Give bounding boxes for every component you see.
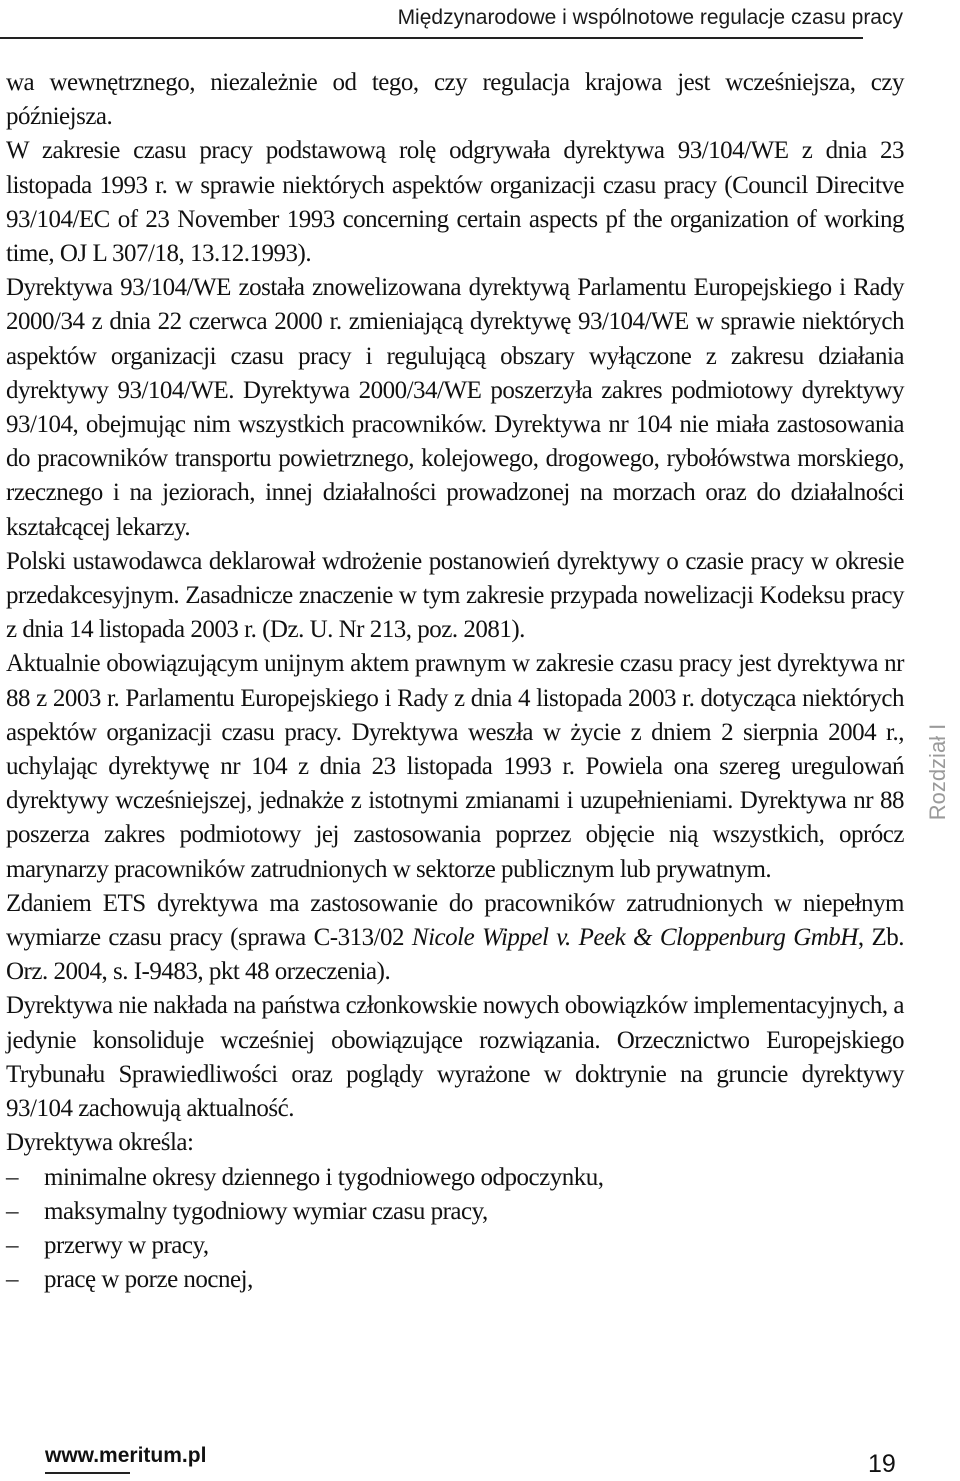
chapter-side-label: Rozdział I xyxy=(925,723,950,821)
list-item xyxy=(6,1229,904,1263)
paragraph-4: Polski ustawodawca deklarował wdrożenie postanowień dyrektywy o czasie pracy w okresie przedakcesyjnym. Zasadnicze znaczenie w tym zakresie przypada nowelizacji Kodeksu pracy z dnia 14 listopada 2003 r. (Dz. U. Nr 213, poz. 2081). xyxy=(6,547,904,644)
header-rule xyxy=(0,37,863,39)
paragraph-5: Aktualnie obowiązującym unijnym aktem prawnym w zakresie czasu pracy jest dyrektywa nr 88 z 2003 r. Parlamentu Europejskiego i Rady z dnia 4 listopada 2003 r. dotycząca niektórych aspektów organizacji czasu pracy. Dyrektywa weszła w życie z dniem 2 sierpnia 2004 r., uchylając dyrektywę nr 104 z dnia 23 listopada 1993 r. Powiela ona szereg uregulowań dyrektywy wcześniejszej, jednakże z istotnymi zmianami i uzupełnieniami. Dyrektywa nr 88 poszerza zakres podmiotowy jej zastosowania poprzez objęcie nią wszystkich, oprócz marynarzy pracowników zatrudnionych w sektorze publicznym lub prywatnym. xyxy=(6,650,904,883)
paragraph-2: W zakresie czasu pracy podstawową rolę odgrywała dyrektywa 93/104/WE z dnia 23 listopada 1993 r. w sprawie niektórych aspektów organizacji czasu pracy (Council Direcitve 93/104/EC of 23 November 1993 concerning certain aspects pf the organization of working time, OJ L 307/18, 13.12.1993). xyxy=(6,137,904,268)
footer-url: www.meritum.pl xyxy=(45,1444,207,1467)
running-header: Międzynarodowe i wspólnotowe regulacje czasu pracy xyxy=(397,6,903,29)
paragraph-6-text-before: Zdaniem ETS dyrektywa ma zastosowanie do pracowników zatrudnionych w niepełnym wymiarze czasu pracy (sprawa C-313/02 xyxy=(6,889,904,952)
case-name: Nicole Wippel v. Peek & Cloppenburg GmbH xyxy=(411,924,858,952)
paragraph-6-text-after: , Zb. Orz. 2004, s. I-9483, pkt 48 orzeczenia). xyxy=(6,924,904,986)
list-item-text: maksymalny tygodniowy wymiar czasu pracy, xyxy=(44,1197,488,1225)
paragraph-1: wa wewnętrznego, niezależnie od tego, czy regulacja krajowa jest wcześniejsza, czy późniejsza. xyxy=(6,69,904,131)
paragraph-6 xyxy=(6,887,904,990)
list-item-text: przerwy w pracy, xyxy=(44,1231,209,1259)
list-intro: Dyrektywa określa: xyxy=(6,1129,194,1157)
list-item xyxy=(6,1161,904,1195)
page-number: 19 xyxy=(868,1450,896,1478)
footer-rule xyxy=(45,1472,130,1474)
dash-bullet: – xyxy=(6,1266,18,1294)
page-body xyxy=(6,66,904,1297)
paragraph-7: Dyrektywa nie nakłada na państwa członkowskie nowych obowiązków implementacyjnych, a jedynie konsoliduje wcześniej obowiązujące rozwiązania. Orzecznictwo Europejskiego Trybunału Sprawiedliwości oraz poglądy wyrażone w doktrynie na gruncie dyrektywy 93/104 zachowują aktualność. xyxy=(6,992,904,1123)
dash-bullet: – xyxy=(6,1231,18,1259)
list-item-text: pracę w porze nocnej, xyxy=(44,1266,253,1294)
paragraph-3: Dyrektywa 93/104/WE została znowelizowana dyrektywą Parlamentu Europejskiego i Rady 2000/34 z dnia 22 czerwca 2000 r. zmieniającą dyrektywę 93/104/WE w sprawie niektórych aspektów organizacji czasu pracy i regulującą obszary wyłączone z zakresu działania dyrektywy 93/104/WE. Dyrektywa 2000/34/WE poszerzyła zakres podmiotowy dyrektywy 93/104, obejmując nim wszystkich pracowników. Dyrektywa nr 104 nie miała zastosowania do pracowników transportu powietrznego, kolejowego, drogowego, rybołówstwa morskiego, rzecznego i na jeziorach, innej działalności prowadzonej na morzach oraz do działalności kształcącej lekarzy. xyxy=(6,274,904,541)
scope-list xyxy=(6,1161,904,1298)
dash-bullet: – xyxy=(6,1163,18,1191)
list-item-text: minimalne okresy dziennego i tygodniowego odpoczynku, xyxy=(44,1163,604,1191)
list-item xyxy=(6,1263,904,1297)
list-item xyxy=(6,1195,904,1229)
dash-bullet: – xyxy=(6,1197,18,1225)
